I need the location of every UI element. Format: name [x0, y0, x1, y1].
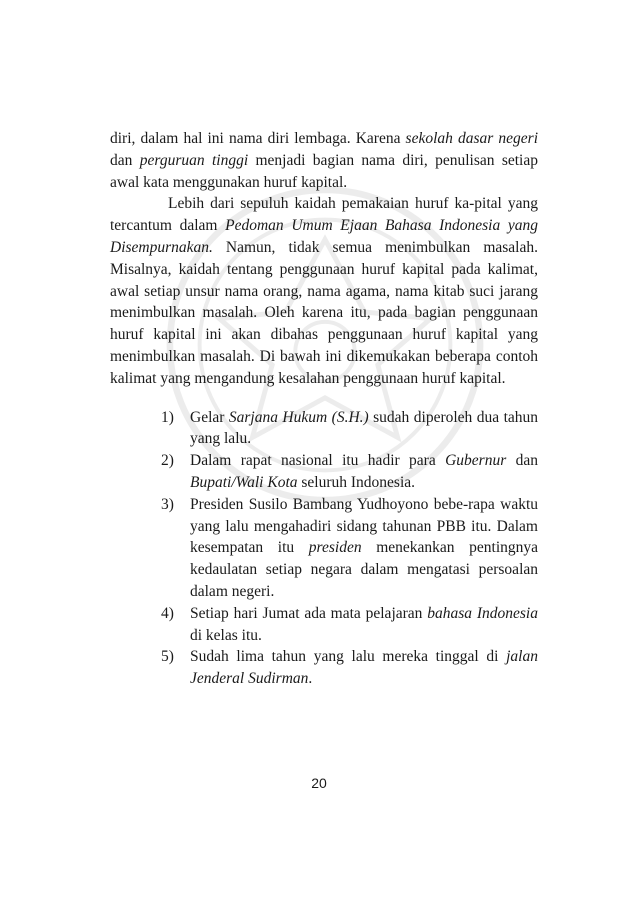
list-item-number: 4): [161, 604, 174, 622]
page-number: 20: [311, 775, 327, 791]
list-item: 2) Dalam rapat nasional itu hadir para Gubernur dan Bupati/Wali Kota seluruh Indonesia.: [161, 452, 538, 491]
list-item-number: 2): [161, 452, 174, 470]
list-item: 1) Gelar Sarjana Hukum (S.H.) sudah diperoleh dua tahun yang lalu.: [161, 408, 539, 448]
list-item: 4) Setiap hari Jumat ada mata pelajaran bahasa Indonesia di kelas itu.: [161, 604, 538, 644]
paragraph-capitalization-rules: Lebih dari sepuluh kaidah pemakaian huruf ka-pital yang tercantum dalam Pedoman Umum Ejaan Bahasa Indonesia yang Disempurnakan. Namun, tidak semua menimbulkan masalah. Misalnya, kaidah tentang penggunaan huruf kapital pada kalimat, awal setiap unsur nama orang, nama agama, nama kitab suci jarang menimbulkan masalah. Oleh karena itu, pada bagian penggunaan huruf kapital ini akan dibahas penggunaan huruf kapital yang menimbulkan masalah. Di bawah ini dikemukakan beberapa contoh kalimat yang mengandung kesalahan penggunaan huruf kapital.: [110, 195, 539, 387]
list-item-number: 1): [161, 408, 174, 426]
page-body: [110, 128, 538, 690]
list-item-number: 3): [161, 495, 174, 513]
list-item-number: 5): [161, 648, 174, 666]
list-item: 5) Sudah lima tahun yang lalu mereka tinggal di jalan Jenderal Sudirman.: [161, 648, 538, 688]
example-list: [110, 407, 538, 690]
list-item: 3) Presiden Susilo Bambang Yudhoyono bebe-rapa waktu yang lalu mengahadiri sidang tahunan PBB itu. Dalam kesempatan itu presiden menekankan pentingnya kedaulatan setiap negara dalam mengatasi persoalan dalam negeri.: [161, 495, 539, 600]
paragraph-continuation: diri, dalam hal ini nama diri lembaga. Karena sekolah dasar negeri dan perguruan tinggi menjadi bagian nama diri, penulisan setiap awal kata menggunakan huruf kapital.: [110, 130, 538, 191]
